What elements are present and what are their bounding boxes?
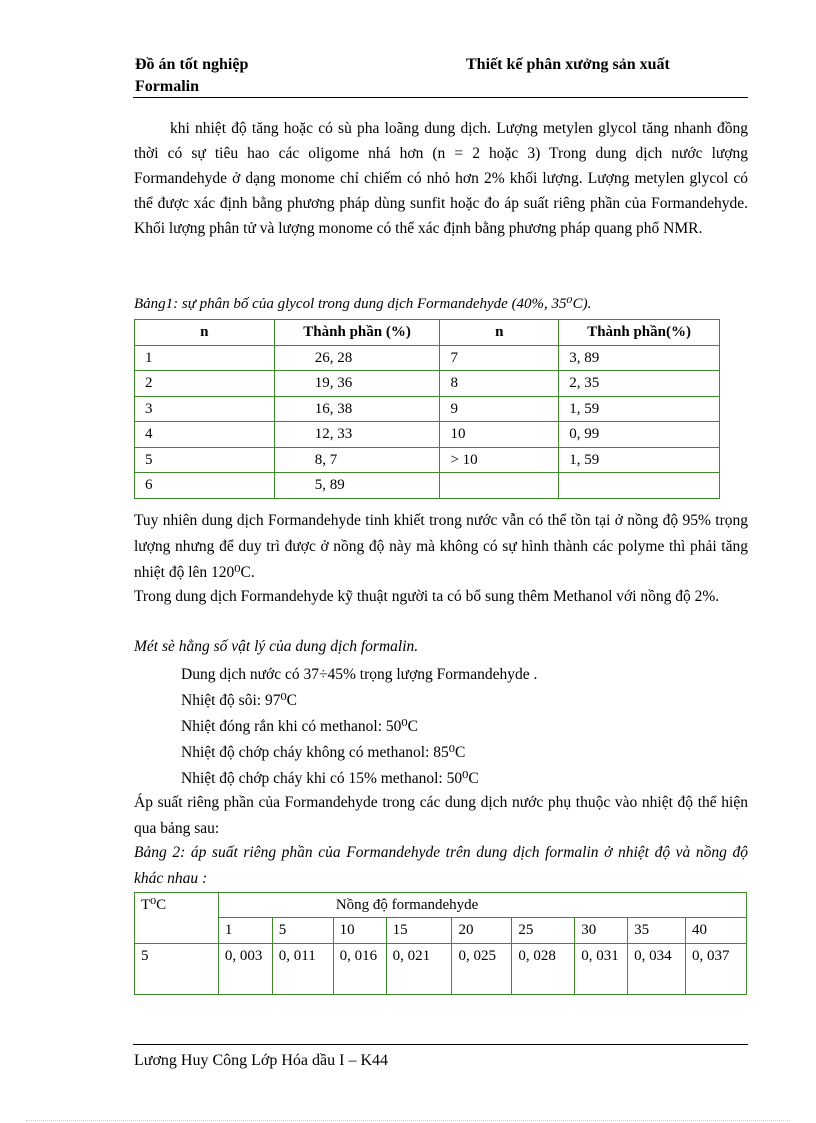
table-cell: 4 <box>135 422 275 448</box>
table-row <box>135 447 720 473</box>
table-cell: 25 <box>512 918 575 944</box>
table-cell: 35 <box>628 918 686 944</box>
footer-author: Lương Huy Công Lớp Hóa dầu I – K44 <box>134 1052 389 1069</box>
table-row <box>135 371 720 397</box>
table-cell: 0, 016 <box>333 944 386 995</box>
table-cell: 3, 89 <box>559 345 720 371</box>
table-cell: 0, 028 <box>512 944 575 995</box>
header-title-line1: Đồ án tốt nghiệp <box>135 56 249 73</box>
table-cell: 9 <box>440 396 559 422</box>
constant-item: Nhiệt đóng rắn khi có methanol: 50⁰C <box>181 718 418 735</box>
table-cell: 8, 7 <box>274 447 440 473</box>
paragraph-methanol: Trong dung dịch Formandehyde kỹ thuật người ta có bổ sung thêm Methanol với nồng độ 2%. <box>134 588 720 605</box>
page-bottom-edge <box>26 1120 790 1121</box>
constant-item: Nhiệt độ sôi: 97⁰C <box>181 692 298 709</box>
table-cell: 0, 99 <box>559 422 720 448</box>
table1-header-row <box>135 320 720 346</box>
table-cell: 7 <box>440 345 559 371</box>
table2-group-header: Nồng độ formandehyde <box>218 893 746 918</box>
table1 <box>134 319 720 499</box>
intro-paragraph: khi nhiệt độ tăng hoặc có sù pha loãng dung dịch. Lượng metylen glycol tăng nhanh đồng thời có sự tiêu hao các oligome nhá hơn (n = 2 hoặc 3) Trong dung dịch nước lượng Formandehyde ở dạng monome chỉ chiếm có nhỏ hơn 2% khối lượng. Lượng metylen glycol có thể được xác định bằng phương pháp dùng sunfit hoặc đo áp suất riêng phần của Formandehyde. Khối lượng phân tử và lượng monome có thể xác định bằng phương pháp quang phổ NMR. <box>134 120 748 237</box>
table-cell: 15 <box>386 918 452 944</box>
table-row <box>135 473 720 499</box>
constant-item: Nhiệt độ chớp cháy khi có 15% methanol: 50⁰C <box>181 770 479 787</box>
table1-header-cell: n <box>135 320 275 346</box>
table1-header-cell: Thành phần(%) <box>559 320 720 346</box>
table-row <box>135 944 747 995</box>
table-cell: 0, 037 <box>686 944 747 995</box>
table-cell: 20 <box>452 918 512 944</box>
constant-item: Dung dịch nước có 37÷45% trọng lượng Formandehyde . <box>181 666 538 683</box>
table-cell: 26, 28 <box>274 345 440 371</box>
table-cell: 6 <box>135 473 275 499</box>
table-cell: 1 <box>218 918 272 944</box>
table-cell: 0, 011 <box>272 944 333 995</box>
table-cell: 10 <box>440 422 559 448</box>
table-cell: 1, 59 <box>559 396 720 422</box>
table-cell: 0, 003 <box>218 944 272 995</box>
table2-corner-cell: T⁰C <box>135 893 219 944</box>
table-cell: 1 <box>135 345 275 371</box>
table-cell <box>440 473 559 499</box>
table1-caption: Bảng1: sự phân bố của glycol trong dung dịch Formandehyde (40%, 35⁰C). <box>134 296 592 312</box>
table2-concentration-row <box>135 918 747 944</box>
table1-header-cell: Thành phần (%) <box>274 320 440 346</box>
table-cell: 1, 59 <box>559 447 720 473</box>
table-cell: 8 <box>440 371 559 397</box>
table-cell: 2 <box>135 371 275 397</box>
constant-item: Nhiệt độ chớp cháy không có methanol: 85⁰C <box>181 744 466 761</box>
table-cell: > 10 <box>440 447 559 473</box>
table-cell: 0, 021 <box>386 944 452 995</box>
table-row <box>135 345 720 371</box>
header-title-line2: Formalin <box>135 78 199 95</box>
table2-caption: Bảng 2: áp suất riêng phần của Formandehyde trên dung dịch formalin ở nhiệt độ và nồng độ khác nhau : <box>134 844 748 887</box>
table-cell: 5 <box>135 944 219 995</box>
table1-header-cell: n <box>440 320 559 346</box>
table-cell: 10 <box>333 918 386 944</box>
header-right: Thiết kế phân xưởng sản xuất <box>466 56 670 73</box>
table-cell: 0, 025 <box>452 944 512 995</box>
table-cell: 30 <box>575 918 628 944</box>
table-cell: 3 <box>135 396 275 422</box>
header-divider <box>133 97 748 98</box>
table-cell: 0, 031 <box>575 944 628 995</box>
table-cell: 19, 36 <box>274 371 440 397</box>
table-cell: 2, 35 <box>559 371 720 397</box>
table-cell: 16, 38 <box>274 396 440 422</box>
paragraph-partial-pressure: Áp suất riêng phần của Formandehyde trong các dung dịch nước phụ thuộc vào nhiệt độ thể hiện qua bảng sau: <box>134 794 748 837</box>
table-row <box>135 422 720 448</box>
table-cell: 40 <box>686 918 747 944</box>
table2-header-row <box>135 893 747 918</box>
table-cell <box>559 473 720 499</box>
table-cell: 0, 034 <box>628 944 686 995</box>
table-cell: 5 <box>272 918 333 944</box>
constants-heading: Mét sè hằng số vật lý của dung dịch formalin. <box>134 638 419 655</box>
paragraph-pure-formaldehyde: Tuy nhiên dung dịch Formandehyde tinh khiết trong nước vẫn có thể tồn tại ở nồng độ 95% trọng lượng nhưng để duy trì được ở nồng độ này mà không có sự hình thành các polyme thì phải tăng nhiệt độ lên 120⁰C. <box>134 512 748 581</box>
table-cell: 5, 89 <box>274 473 440 499</box>
table2 <box>134 892 747 995</box>
footer-divider <box>133 1044 748 1045</box>
table-row <box>135 396 720 422</box>
table-cell: 5 <box>135 447 275 473</box>
table-cell: 12, 33 <box>274 422 440 448</box>
header-left <box>135 54 248 98</box>
